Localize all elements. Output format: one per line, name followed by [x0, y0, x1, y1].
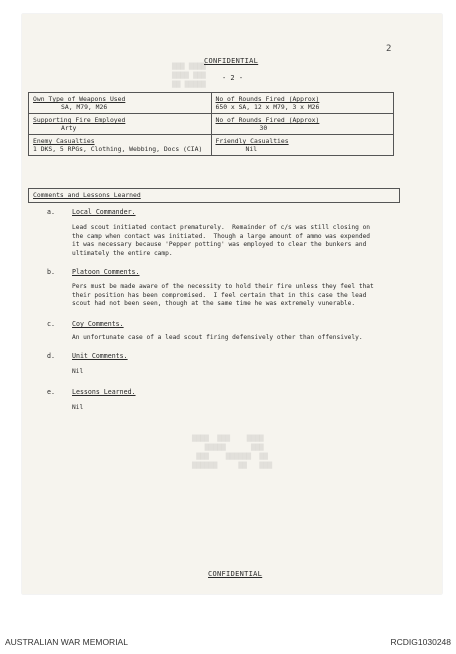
cell-label: Own Type of Weapons Used: [33, 95, 126, 103]
classification-bottom: CONFIDENTIAL: [208, 570, 263, 578]
section-letter: b.: [47, 268, 55, 276]
section-letter: c.: [47, 320, 55, 328]
table-cell: [211, 93, 394, 114]
table-row: [29, 93, 394, 114]
section-body: An unfortunate case of a lead scout firing defensively other than offensively.: [72, 334, 363, 341]
page-number: - 2 -: [222, 74, 244, 82]
table-row: [29, 114, 394, 135]
section-letter: d.: [47, 352, 55, 360]
lessons-header-label: Comments and Lessons Learned: [33, 191, 141, 199]
cell-label: Friendly Casualties: [215, 137, 289, 145]
cell-label: Enemy Casualties: [33, 137, 95, 145]
table-cell: [29, 93, 212, 114]
table-cell: [29, 114, 212, 135]
cell-label: No of Rounds Fired (Approx): [215, 95, 320, 103]
classification-top: CONFIDENTIAL: [204, 57, 259, 65]
archive-reference: RCDIG1030248: [390, 637, 451, 647]
section-title: Platoon Comments.: [72, 268, 140, 276]
cell-value: 30: [259, 124, 268, 132]
bleed-through-texture: ▇▇▇▇ ▇▇▇ ▇▇▇▇ ▇▇▇▇▇ ▇▇▇ ▇▇▇ ▇▇▇▇▇▇ ▇▇ ▇▇▇▇▇▇ ▇▇ ▇▇▇: [192, 434, 273, 469]
section-title: Unit Comments.: [72, 352, 128, 360]
section-title: Local Commander.: [72, 208, 136, 216]
lessons-header: [28, 188, 400, 203]
section-body: Lead scout initiated contact prematurely. Remainder of c/s was still closing on the camp when contact was initiated. Though a large amount of ammo was expended it was necessary because 'Pepper potting' was employed to clear the bunkers and ultimately the entire camp.: [72, 224, 371, 257]
cell-value: SA, M79, M26: [61, 103, 108, 111]
archive-footer: [0, 632, 456, 654]
table-cell: [211, 135, 394, 156]
section-body: Pers must be made aware of the necessity to hold their fire unless they feel that their position has been compromised. I feel certain that in this case the lead scout had not been seen, though at the same time he was extremely vunerable.: [72, 283, 374, 308]
section-body: Nil: [72, 404, 84, 411]
cell-value: 650 x SA, 12 x M79, 3 x M26: [215, 103, 320, 111]
section-title: Coy Comments.: [72, 320, 124, 328]
table-row: [29, 135, 394, 156]
archive-name: AUSTRALIAN WAR MEMORIAL: [5, 637, 128, 647]
table-cell: [211, 114, 394, 135]
section-letter: e.: [47, 388, 55, 396]
report-table: [28, 92, 394, 156]
table-cell: [29, 135, 212, 156]
cell-value: 1 DKS, 5 RPGs, Clothing, Webbing, Docs (CIA): [33, 145, 203, 153]
section-letter: a.: [47, 208, 55, 216]
bleed-through-texture: ▇▇▇ ▇▇▇▇ ▇▇▇▇ ▇▇▇ ▇▇ ▇▇▇▇▇: [172, 62, 206, 88]
section-title: Lessons Learned.: [72, 388, 136, 396]
cell-value: Nil: [245, 145, 258, 153]
corner-page-mark: 2: [386, 44, 392, 54]
cell-label: Supporting Fire Employed: [33, 116, 126, 124]
cell-value: Arty: [61, 124, 77, 132]
section-body: Nil: [72, 368, 84, 375]
cell-label: No of Rounds Fired (Approx): [215, 116, 320, 124]
